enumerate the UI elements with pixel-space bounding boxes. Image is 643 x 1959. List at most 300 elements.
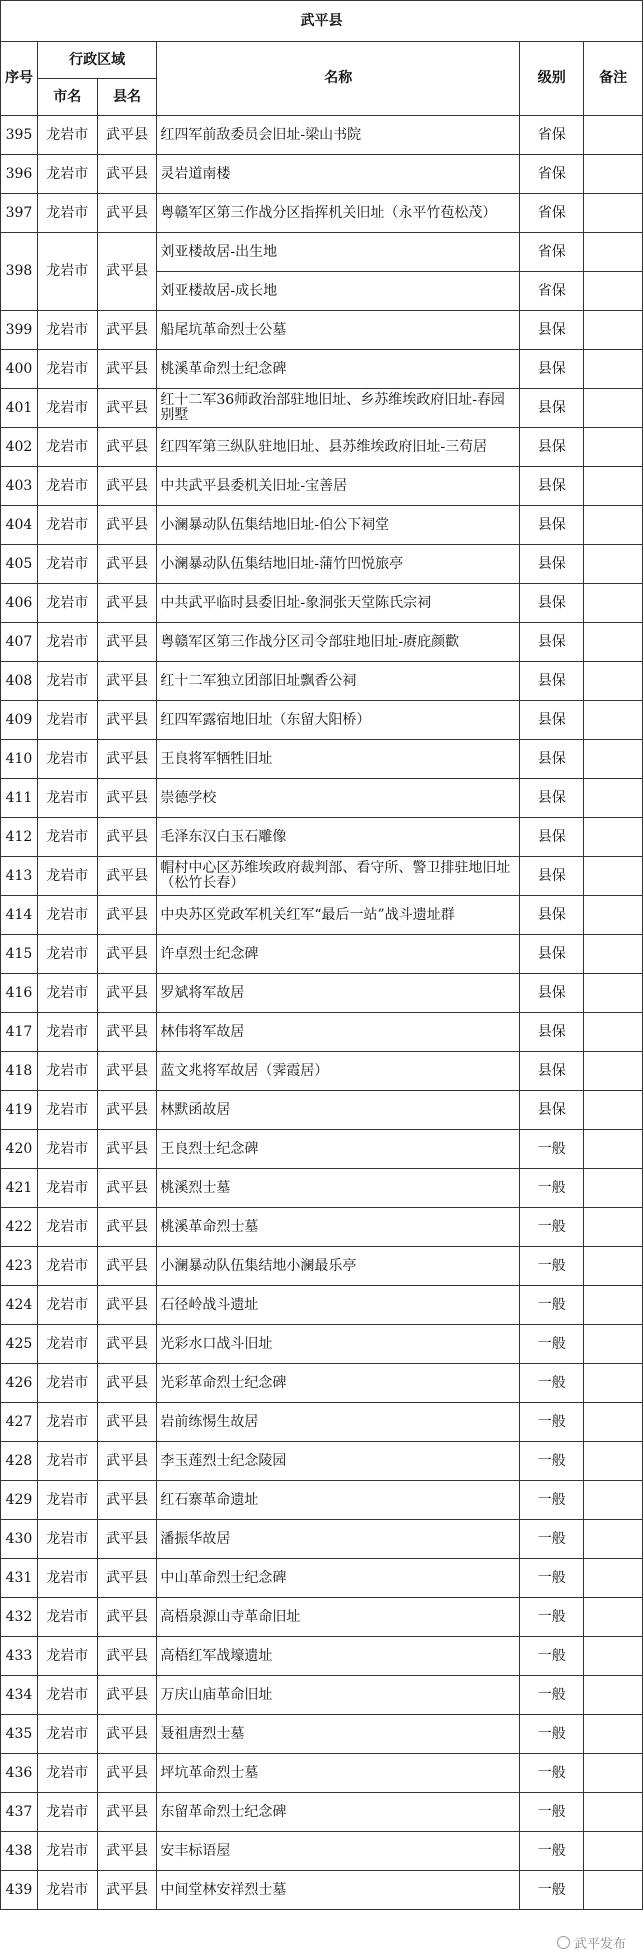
cell-level: 县保: [520, 935, 584, 974]
cell-county: 武平县: [97, 740, 157, 779]
table-row: [1, 818, 643, 857]
cell-name: 石径岭战斗遗址: [157, 1286, 520, 1325]
cell-level: 县保: [520, 506, 584, 545]
cell-name: 小澜暴动队伍集结地旧址-蒲竹凹悦旅亭: [157, 545, 520, 584]
cell-name: 红四军露宿地旧址（东留大阳桥）: [157, 701, 520, 740]
cell-seq: 403: [1, 467, 38, 506]
cell-remark: [584, 1403, 643, 1442]
cell-name: 红十二军36师政治部驻地旧址、乡苏维埃政府旧址-春园别墅: [157, 389, 520, 428]
cell-level: 县保: [520, 818, 584, 857]
cell-name: 船尾坑革命烈士公墓: [157, 311, 520, 350]
cell-level: 县保: [520, 545, 584, 584]
table-row: [1, 233, 643, 272]
cell-city: 龙岩市: [37, 1715, 97, 1754]
cell-seq: 423: [1, 1247, 38, 1286]
table-row: [1, 1208, 643, 1247]
cell-county: 武平县: [97, 1013, 157, 1052]
cell-seq: 420: [1, 1130, 38, 1169]
cell-remark: [584, 584, 643, 623]
cell-county: 武平县: [97, 974, 157, 1013]
cell-name: 刘亚楼故居-出生地: [157, 233, 520, 272]
table-row: [1, 701, 643, 740]
cell-name: 中山革命烈士纪念碑: [157, 1559, 520, 1598]
cell-remark: [584, 1208, 643, 1247]
cell-city: 龙岩市: [37, 1754, 97, 1793]
cell-level: 县保: [520, 662, 584, 701]
cell-city: 龙岩市: [37, 428, 97, 467]
cell-seq: 404: [1, 506, 38, 545]
table-row: [1, 1481, 643, 1520]
cell-county: 武平县: [97, 1715, 157, 1754]
cell-name: 安丰标语屋: [157, 1832, 520, 1871]
cell-city: 龙岩市: [37, 1247, 97, 1286]
cell-level: 县保: [520, 779, 584, 818]
cell-county: 武平县: [97, 818, 157, 857]
cell-county: 武平县: [97, 545, 157, 584]
cell-county: 武平县: [97, 1208, 157, 1247]
cell-city: 龙岩市: [37, 1130, 97, 1169]
cell-seq: 396: [1, 155, 38, 194]
table-row: [1, 1052, 643, 1091]
cell-seq: 434: [1, 1676, 38, 1715]
table-row: [1, 1559, 643, 1598]
cell-remark: [584, 935, 643, 974]
cell-remark: [584, 1754, 643, 1793]
cell-county: 武平县: [97, 1598, 157, 1637]
cell-county: 武平县: [97, 1520, 157, 1559]
cell-name: 许卓烈士纪念碑: [157, 935, 520, 974]
cell-level: 省保: [520, 116, 584, 155]
cell-city: 龙岩市: [37, 1676, 97, 1715]
cell-remark: [584, 1676, 643, 1715]
cell-remark: [584, 1637, 643, 1676]
header-level: 级别: [520, 42, 584, 116]
cell-county: 武平县: [97, 1481, 157, 1520]
table-row: [1, 1520, 643, 1559]
cell-city: 龙岩市: [37, 818, 97, 857]
cell-city: 龙岩市: [37, 1208, 97, 1247]
cell-city: 龙岩市: [37, 1091, 97, 1130]
cell-name: 蓝文兆将军故居（霁霞居）: [157, 1052, 520, 1091]
cell-city: 龙岩市: [37, 584, 97, 623]
cell-name: 东留革命烈士纪念碑: [157, 1793, 520, 1832]
cell-name: 红四军前敌委员会旧址-梁山书院: [157, 116, 520, 155]
cell-level: 一般: [520, 1832, 584, 1871]
table-title: 武平县: [1, 1, 643, 42]
cell-seq: 406: [1, 584, 38, 623]
table-row: [1, 1403, 643, 1442]
cell-seq: 417: [1, 1013, 38, 1052]
cell-name: 光彩革命烈士纪念碑: [157, 1364, 520, 1403]
cell-city: 龙岩市: [37, 701, 97, 740]
cell-remark: [584, 779, 643, 818]
cell-level: 一般: [520, 1754, 584, 1793]
cell-seq: 415: [1, 935, 38, 974]
cell-level: 一般: [520, 1364, 584, 1403]
table-row: [1, 1442, 643, 1481]
cell-county: 武平县: [97, 857, 157, 896]
cell-seq: 400: [1, 350, 38, 389]
cell-remark: [584, 1247, 643, 1286]
watermark: [554, 1932, 629, 1953]
table-row: [1, 584, 643, 623]
table-row: [1, 1598, 643, 1637]
table-row: [1, 467, 643, 506]
cell-city: 龙岩市: [37, 350, 97, 389]
table-row: [1, 1091, 643, 1130]
cell-level: 一般: [520, 1286, 584, 1325]
cell-city: 龙岩市: [37, 1793, 97, 1832]
cell-city: 龙岩市: [37, 1286, 97, 1325]
cell-level: 县保: [520, 623, 584, 662]
cell-seq: 398: [1, 233, 38, 311]
cell-name: 小澜暴动队伍集结地小澜最乐亭: [157, 1247, 520, 1286]
cell-city: 龙岩市: [37, 740, 97, 779]
cell-level: 一般: [520, 1871, 584, 1910]
cell-level: 一般: [520, 1559, 584, 1598]
cell-city: 龙岩市: [37, 1403, 97, 1442]
cell-seq: 410: [1, 740, 38, 779]
cell-level: 省保: [520, 233, 584, 272]
cell-county: 武平县: [97, 389, 157, 428]
header-remark: 备注: [584, 42, 643, 116]
cell-name: 光彩水口战斗旧址: [157, 1325, 520, 1364]
cell-county: 武平县: [97, 233, 157, 311]
cell-seq: 413: [1, 857, 38, 896]
cell-seq: 405: [1, 545, 38, 584]
cell-seq: 438: [1, 1832, 38, 1871]
cell-level: 一般: [520, 1130, 584, 1169]
cell-name: 红十二军独立团部旧址飘香公祠: [157, 662, 520, 701]
cell-county: 武平县: [97, 584, 157, 623]
cell-remark: [584, 1052, 643, 1091]
cell-seq: 431: [1, 1559, 38, 1598]
table-row: [1, 194, 643, 233]
cell-county: 武平县: [97, 1754, 157, 1793]
cell-city: 龙岩市: [37, 194, 97, 233]
cell-city: 龙岩市: [37, 1364, 97, 1403]
cell-name: 林伟将军故居: [157, 1013, 520, 1052]
cell-level: 县保: [520, 701, 584, 740]
cell-remark: [584, 428, 643, 467]
cell-county: 武平县: [97, 1637, 157, 1676]
cell-level: 县保: [520, 389, 584, 428]
cell-name: 桃溪烈士墓: [157, 1169, 520, 1208]
table-row: [1, 740, 643, 779]
cell-level: 县保: [520, 974, 584, 1013]
cell-county: 武平县: [97, 662, 157, 701]
cell-seq: 432: [1, 1598, 38, 1637]
cell-name: 中共武平县委机关旧址-宝善居: [157, 467, 520, 506]
cell-level: 一般: [520, 1169, 584, 1208]
cell-remark: [584, 350, 643, 389]
cell-county: 武平县: [97, 467, 157, 506]
cell-seq: 428: [1, 1442, 38, 1481]
table-row: [1, 1325, 643, 1364]
cell-name: 毛泽东汉白玉石雕像: [157, 818, 520, 857]
cell-county: 武平县: [97, 1091, 157, 1130]
cell-county: 武平县: [97, 1832, 157, 1871]
cell-name: 高梧泉源山寺革命旧址: [157, 1598, 520, 1637]
cell-seq: 429: [1, 1481, 38, 1520]
header-region: 行政区域: [37, 42, 156, 79]
cell-city: 龙岩市: [37, 155, 97, 194]
cell-name: 粤赣军区第三作战分区司令部驻地旧址-赓庇颜歡: [157, 623, 520, 662]
cell-seq: 421: [1, 1169, 38, 1208]
cell-seq: 416: [1, 974, 38, 1013]
cell-county: 武平县: [97, 311, 157, 350]
table-row: [1, 1169, 643, 1208]
cell-level: 一般: [520, 1676, 584, 1715]
cell-city: 龙岩市: [37, 1832, 97, 1871]
table-row: [1, 935, 643, 974]
cell-level: 省保: [520, 155, 584, 194]
cell-seq: 414: [1, 896, 38, 935]
cell-county: 武平县: [97, 350, 157, 389]
cell-city: 龙岩市: [37, 389, 97, 428]
cell-name: 潘振华故居: [157, 1520, 520, 1559]
cell-city: 龙岩市: [37, 1637, 97, 1676]
cell-remark: [584, 1481, 643, 1520]
cell-level: 省保: [520, 272, 584, 311]
cell-remark: [584, 1871, 643, 1910]
cell-remark: [584, 1520, 643, 1559]
cell-county: 武平县: [97, 1403, 157, 1442]
cell-remark: [584, 1325, 643, 1364]
cell-city: 龙岩市: [37, 1052, 97, 1091]
cell-seq: 422: [1, 1208, 38, 1247]
cell-county: 武平县: [97, 1247, 157, 1286]
cell-name: 桃溪革命烈士墓: [157, 1208, 520, 1247]
cell-remark: [584, 1286, 643, 1325]
cell-name: 灵岩道南楼: [157, 155, 520, 194]
cell-city: 龙岩市: [37, 116, 97, 155]
cell-name: 坪坑革命烈士墓: [157, 1754, 520, 1793]
cell-remark: [584, 389, 643, 428]
cell-county: 武平县: [97, 623, 157, 662]
cell-level: 一般: [520, 1520, 584, 1559]
cell-remark: [584, 1442, 643, 1481]
cell-remark: [584, 1598, 643, 1637]
cell-level: 一般: [520, 1208, 584, 1247]
table-row: [1, 1715, 643, 1754]
cell-county: 武平县: [97, 1676, 157, 1715]
table-row: [1, 857, 643, 896]
cell-county: 武平县: [97, 116, 157, 155]
cell-city: 龙岩市: [37, 857, 97, 896]
cell-level: 一般: [520, 1481, 584, 1520]
cell-city: 龙岩市: [37, 974, 97, 1013]
cell-city: 龙岩市: [37, 1871, 97, 1910]
cell-remark: [584, 662, 643, 701]
table-row: [1, 116, 643, 155]
table-row: [1, 1676, 643, 1715]
cell-level: 县保: [520, 1013, 584, 1052]
cell-level: 县保: [520, 311, 584, 350]
cell-remark: [584, 1364, 643, 1403]
table-row: [1, 389, 643, 428]
cell-level: 县保: [520, 857, 584, 896]
header-city: 市名: [37, 79, 97, 116]
cell-remark: [584, 155, 643, 194]
cell-seq: 435: [1, 1715, 38, 1754]
cell-county: 武平县: [97, 1325, 157, 1364]
cell-seq: 399: [1, 311, 38, 350]
cell-city: 龙岩市: [37, 506, 97, 545]
cell-seq: 407: [1, 623, 38, 662]
cell-name: 红四军第三纵队驻地旧址、县苏维埃政府旧址-三苟居: [157, 428, 520, 467]
table-row: [1, 1871, 643, 1910]
table-row: [1, 1364, 643, 1403]
cell-city: 龙岩市: [37, 1520, 97, 1559]
cell-city: 龙岩市: [37, 779, 97, 818]
cell-county: 武平县: [97, 1442, 157, 1481]
cell-remark: [584, 467, 643, 506]
cell-county: 武平县: [97, 1169, 157, 1208]
cell-level: 一般: [520, 1637, 584, 1676]
cell-county: 武平县: [97, 155, 157, 194]
cell-remark: [584, 545, 643, 584]
cell-city: 龙岩市: [37, 1013, 97, 1052]
cell-city: 龙岩市: [37, 896, 97, 935]
cell-name: 万庆山庙革命旧址: [157, 1676, 520, 1715]
cell-level: 县保: [520, 1091, 584, 1130]
cell-name: 中间堂林安祥烈士墓: [157, 1871, 520, 1910]
cell-city: 龙岩市: [37, 1481, 97, 1520]
cell-city: 龙岩市: [37, 1169, 97, 1208]
cell-level: 县保: [520, 467, 584, 506]
table-row: [1, 350, 643, 389]
cell-name: 中共武平临时县委旧址-象洞张天堂陈氏宗祠: [157, 584, 520, 623]
table-row: [1, 1013, 643, 1052]
cell-level: 县保: [520, 740, 584, 779]
cell-seq: 411: [1, 779, 38, 818]
cell-remark: [584, 272, 643, 311]
cell-remark: [584, 740, 643, 779]
cell-county: 武平县: [97, 935, 157, 974]
cell-seq: 439: [1, 1871, 38, 1910]
cell-seq: 426: [1, 1364, 38, 1403]
cell-remark: [584, 1793, 643, 1832]
cell-seq: 408: [1, 662, 38, 701]
cell-level: 一般: [520, 1715, 584, 1754]
cell-remark: [584, 818, 643, 857]
cell-county: 武平县: [97, 1364, 157, 1403]
cell-name: 刘亚楼故居-成长地: [157, 272, 520, 311]
cell-remark: [584, 506, 643, 545]
cell-county: 武平县: [97, 779, 157, 818]
table-row: [1, 1637, 643, 1676]
cell-name: 粤赣军区第三作战分区指挥机关旧址（永平竹苞松茂）: [157, 194, 520, 233]
table-row: [1, 545, 643, 584]
cell-county: 武平县: [97, 1052, 157, 1091]
cell-seq: 401: [1, 389, 38, 428]
cell-seq: 409: [1, 701, 38, 740]
watermark-text: 武平发布: [573, 1937, 626, 1952]
cell-level: 一般: [520, 1442, 584, 1481]
cell-seq: 430: [1, 1520, 38, 1559]
cell-level: 县保: [520, 1052, 584, 1091]
cell-remark: [584, 311, 643, 350]
cell-remark: [584, 233, 643, 272]
cell-level: 县保: [520, 896, 584, 935]
cell-name: 王良烈士纪念碑: [157, 1130, 520, 1169]
cell-level: 一般: [520, 1325, 584, 1364]
cell-city: 龙岩市: [37, 233, 97, 311]
cell-remark: [584, 896, 643, 935]
cell-remark: [584, 1013, 643, 1052]
cell-county: 武平县: [97, 1871, 157, 1910]
cell-seq: 419: [1, 1091, 38, 1130]
table-row: [1, 155, 643, 194]
header-seq: 序号: [1, 42, 38, 116]
cell-remark: [584, 857, 643, 896]
table-row: [1, 1130, 643, 1169]
cell-name: 红石寨革命遗址: [157, 1481, 520, 1520]
cell-seq: 427: [1, 1403, 38, 1442]
cell-seq: 418: [1, 1052, 38, 1091]
cell-name: 桃溪革命烈士纪念碑: [157, 350, 520, 389]
cell-city: 龙岩市: [37, 1325, 97, 1364]
cell-remark: [584, 1715, 643, 1754]
cell-county: 武平县: [97, 701, 157, 740]
table-row: [1, 311, 643, 350]
cell-name: 帽村中心区苏维埃政府裁判部、看守所、警卫排驻地旧址（松竹长春）: [157, 857, 520, 896]
header-county: 县名: [97, 79, 157, 116]
cell-remark: [584, 1091, 643, 1130]
cell-remark: [584, 623, 643, 662]
cell-name: 高梧红军战壕遗址: [157, 1637, 520, 1676]
cell-seq: 397: [1, 194, 38, 233]
cell-seq: 437: [1, 1793, 38, 1832]
cell-city: 龙岩市: [37, 311, 97, 350]
cell-seq: 402: [1, 428, 38, 467]
cell-seq: 412: [1, 818, 38, 857]
cell-remark: [584, 194, 643, 233]
cell-city: 龙岩市: [37, 1442, 97, 1481]
table-row: [1, 1754, 643, 1793]
cell-remark: [584, 1832, 643, 1871]
table-row: [1, 623, 643, 662]
cell-seq: 436: [1, 1754, 38, 1793]
cell-name: 李玉莲烈士纪念陵园: [157, 1442, 520, 1481]
cell-city: 龙岩市: [37, 467, 97, 506]
cell-city: 龙岩市: [37, 545, 97, 584]
cell-remark: [584, 1559, 643, 1598]
cell-name: 聂祖唐烈士墓: [157, 1715, 520, 1754]
cell-county: 武平县: [97, 1559, 157, 1598]
wechat-icon: [557, 1936, 570, 1949]
cell-level: 县保: [520, 428, 584, 467]
table-row: [1, 896, 643, 935]
cell-level: 一般: [520, 1793, 584, 1832]
cell-county: 武平县: [97, 1130, 157, 1169]
cell-city: 龙岩市: [37, 662, 97, 701]
cell-seq: 395: [1, 116, 38, 155]
cell-seq: 433: [1, 1637, 38, 1676]
cell-name: 林默函故居: [157, 1091, 520, 1130]
cell-name: 王良将军牺牲旧址: [157, 740, 520, 779]
table-row: [1, 662, 643, 701]
cell-name: 中央苏区党政军机关红军“最后一站”战斗遗址群: [157, 896, 520, 935]
cell-city: 龙岩市: [37, 935, 97, 974]
table-row: [1, 506, 643, 545]
cell-city: 龙岩市: [37, 1559, 97, 1598]
cell-name: 罗斌将军故居: [157, 974, 520, 1013]
cell-city: 龙岩市: [37, 623, 97, 662]
table-row: [1, 1832, 643, 1871]
cell-remark: [584, 116, 643, 155]
